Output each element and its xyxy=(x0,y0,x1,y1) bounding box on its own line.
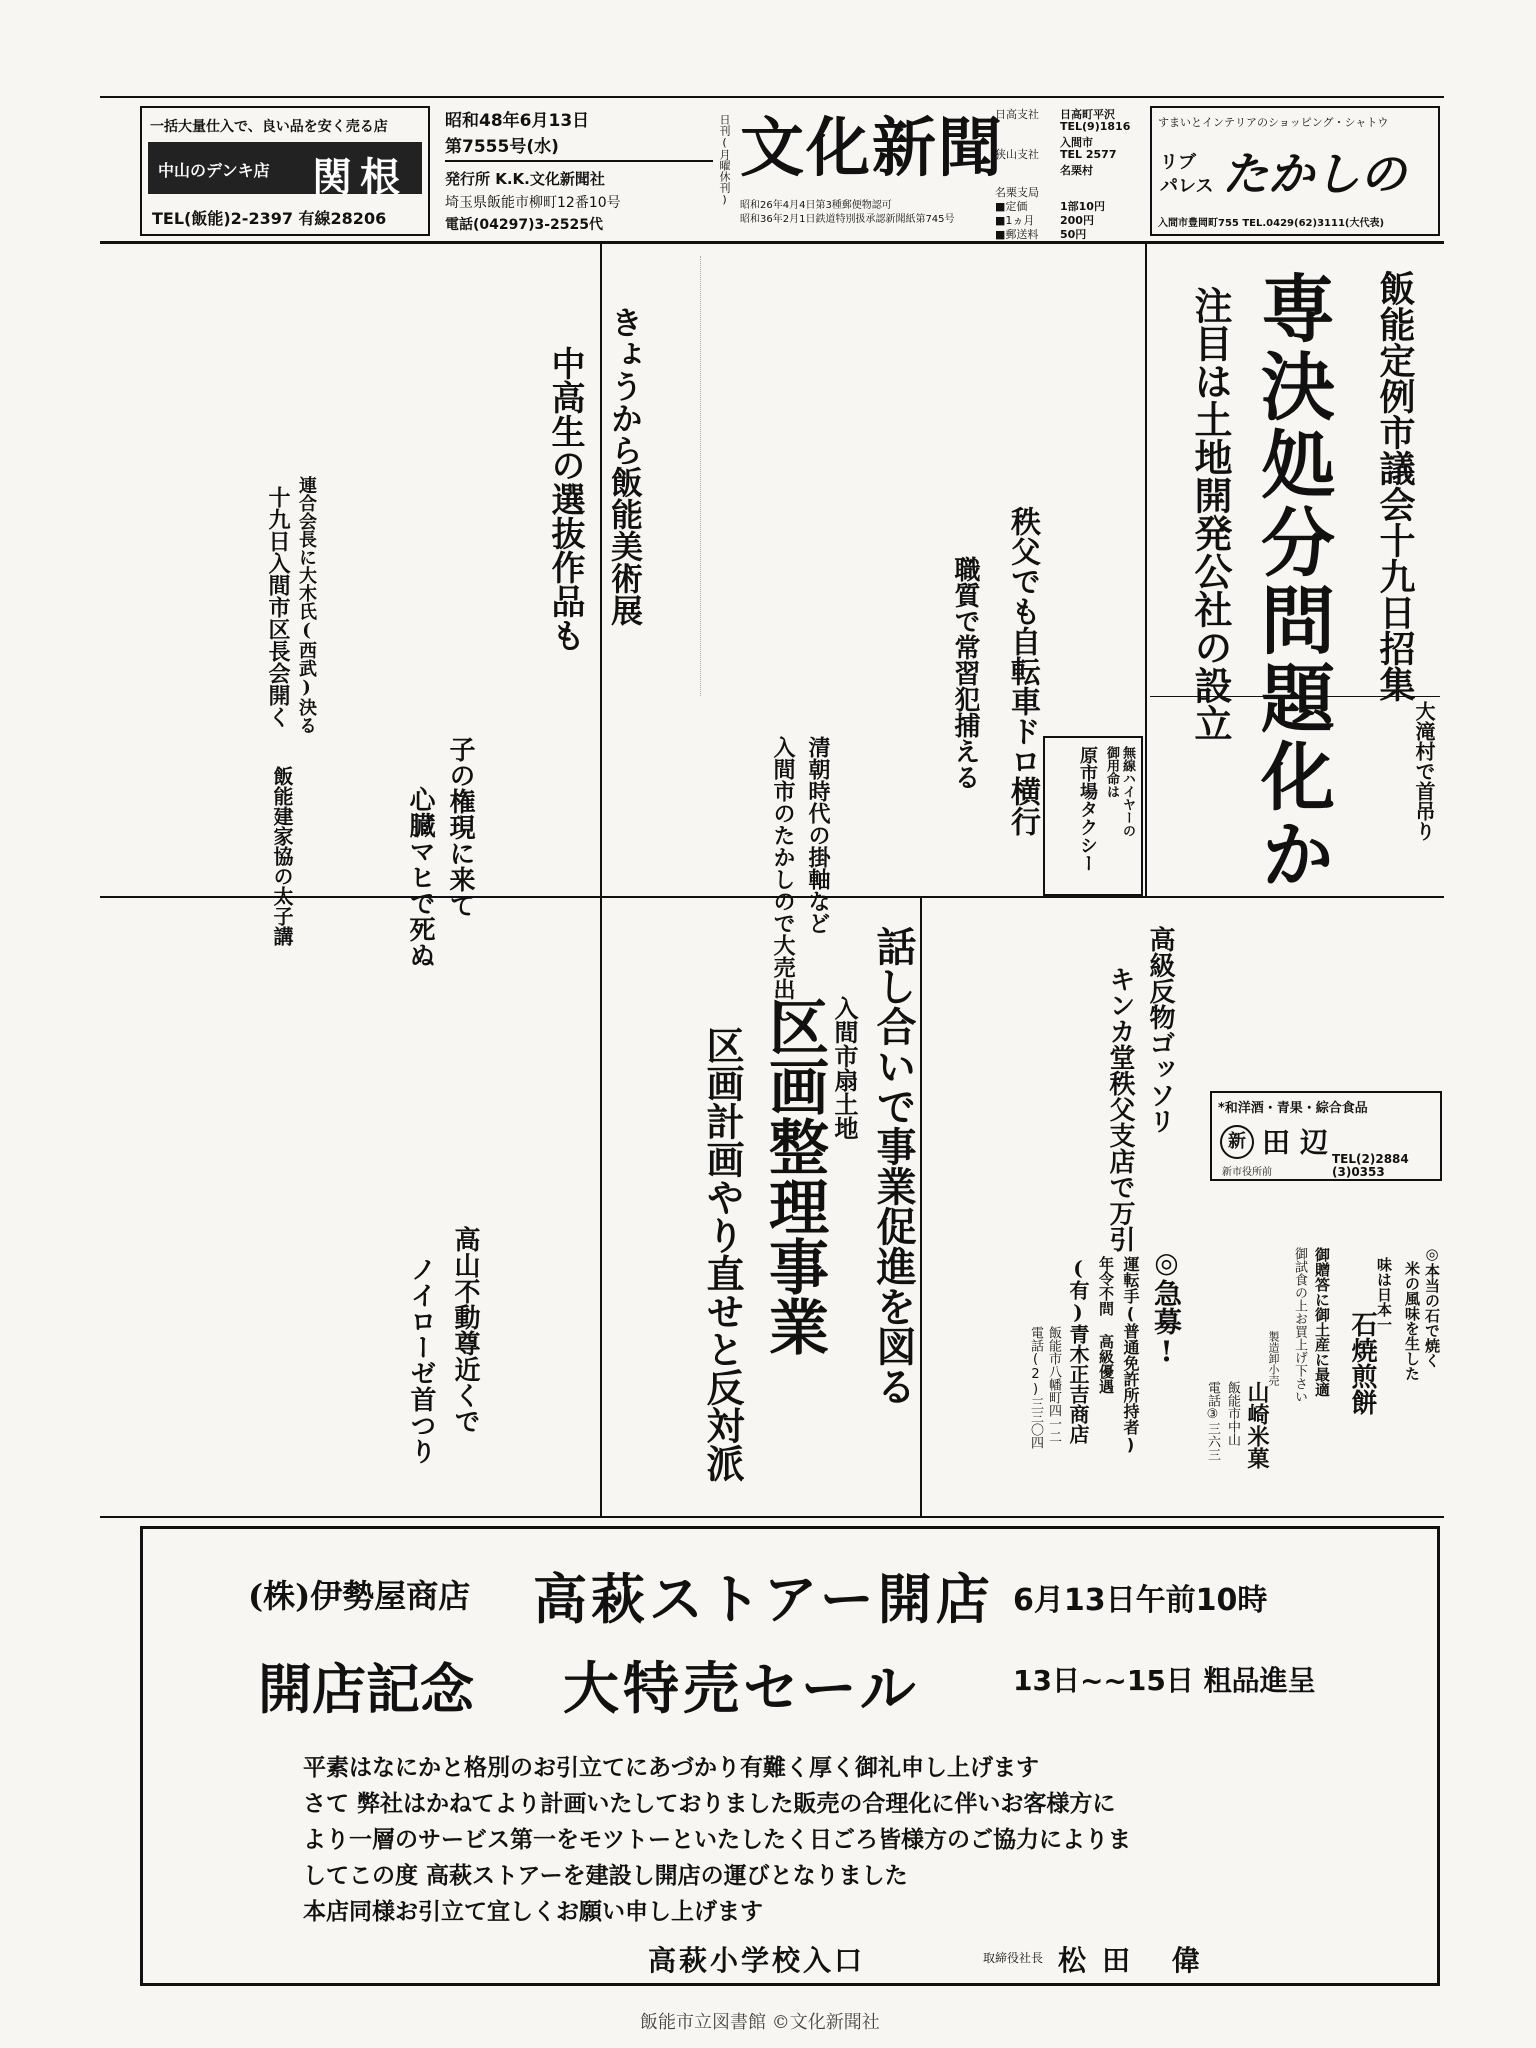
chichibu-subhead: 職質で常習犯捕える xyxy=(950,556,980,790)
kukaku-kicker: 入間市扇土地 xyxy=(830,996,859,1140)
ad-kyubo-role: 運転手(普通免許所持者) xyxy=(1121,1256,1140,1454)
tel-block xyxy=(1060,106,1145,241)
tel-line-3: TEL 2577 xyxy=(1060,148,1117,161)
ad-taxi-line2: 御用命は xyxy=(1104,746,1119,798)
issue-address: 埼玉県飯能市柳町12番10号 xyxy=(445,195,621,211)
footer-credit: 飯能市立図書館 ©文化新聞社 xyxy=(640,2012,880,2033)
rule-mid-col1 xyxy=(920,896,922,1516)
art-subhead: 中高生の選抜作品も xyxy=(545,346,585,652)
ad-location: 高萩小学校入口 xyxy=(648,1944,866,1977)
ad-sekine-tel: TEL(飯能)2-2397 有線28206 xyxy=(152,209,387,228)
ad-body-line-1: さて 弊社はかねてより計画いたしておりました販売の合理化に伴いお客様方に xyxy=(303,1791,1116,1817)
art-body xyxy=(340,256,540,726)
chichibu-headline: 秩父でも自転車ドロ横行 xyxy=(1005,506,1040,836)
rule-lower xyxy=(100,1516,1444,1518)
main-body xyxy=(700,256,1141,696)
price-label-3: ■郵送料 xyxy=(995,228,1039,241)
takayama-headline: 高山不動尊近くで xyxy=(450,1226,480,1434)
kenchiku-headline: 飯能建家協の太子講 xyxy=(270,766,294,946)
kukaku-subhead1: 話し合いで事業促進を図る xyxy=(870,926,917,1406)
ad-senbei-catch1: 味は日本一 xyxy=(1375,1257,1393,1332)
main-kicker: 飯能定例市議会十九日招集 xyxy=(1374,270,1416,702)
ad-kyubo-address: 飯能市八幡町四一二 xyxy=(1046,1326,1061,1443)
kitchen-headline: 清朝時代の掛軸など xyxy=(805,736,831,934)
ad-sale-dates: 13日~~15日 粗品進呈 xyxy=(1013,1664,1316,1697)
ad-senbei-tel: 電話③三六三 xyxy=(1205,1381,1220,1461)
branch-sayama: 狭山支社 xyxy=(995,148,1039,161)
rule-col-main xyxy=(1145,244,1147,896)
art-headline: きょうから飯能美術展 xyxy=(606,306,644,626)
kukaku-subhead2: 区画計画やり直せと反対派 xyxy=(700,1026,745,1482)
main-body-cont xyxy=(1150,696,1440,893)
tel-line-0: 日高町平沢 xyxy=(1060,108,1115,121)
kukaku-headline: 区画整理事業 xyxy=(759,996,829,1356)
issue-date: 昭和48年6月13日 xyxy=(445,111,590,131)
kinka-subhead: キンカ堂秩父支店で万引 xyxy=(1105,966,1135,1252)
ad-taxi xyxy=(1043,736,1143,896)
ad-senbei-place: 飯能市中山 xyxy=(1225,1381,1240,1446)
ad-senbei-line3: 御試食の上お買上げ下さい xyxy=(1292,1247,1307,1403)
price-value-2: 50円 xyxy=(1060,228,1087,241)
ad-tanabe-name: 田辺 xyxy=(1262,1126,1339,1159)
branch-hidaka: 日高支社 xyxy=(995,108,1039,121)
right-mid-body xyxy=(1190,906,1440,1086)
ad-takashino-label2: パレス xyxy=(1160,176,1214,197)
ad-takashino-name: たかしの xyxy=(1222,147,1406,201)
rule-mid-col2 xyxy=(600,896,602,1516)
ad-sekine-name: 関根 xyxy=(312,154,408,201)
price-label-1: ■定価 xyxy=(995,200,1028,213)
ad-takashino-address: 入間市豊岡町755 TEL.0429(62)3111(大代表) xyxy=(1158,218,1385,229)
ad-sekine-prefix: 中山のデンキ店 xyxy=(158,161,270,180)
ad-senbei-catch2: 御贈答に御土産に最適 xyxy=(1313,1247,1331,1397)
paper-name: 文化新聞 xyxy=(740,111,1004,186)
ad-senbei-line1: ◎本当の石で焼く xyxy=(1423,1245,1441,1368)
ad-body-line-4: 本店同様お引立て宜しくお願い申し上げます xyxy=(303,1899,763,1925)
ad-sekine xyxy=(140,106,430,236)
price-value-1: 200円 xyxy=(1060,214,1094,227)
tel-line-1: TEL(9)1816 xyxy=(1060,120,1131,133)
ad-sekine-tagline: 一括大量仕入で、良い品を安く売る店 xyxy=(150,119,388,135)
issue-rule xyxy=(445,160,713,162)
ad-sign-name: 松田 偉 xyxy=(1058,1944,1216,1977)
taki-headline: 大滝村で首吊り xyxy=(1412,701,1436,841)
ad-taxi-line1: 無線ハイヤーの xyxy=(1120,746,1135,837)
daily-label: 日刊(月曜休刊) xyxy=(718,114,731,206)
ad-tanabe-mark: 新 xyxy=(1220,1125,1254,1159)
ad-kyubo-title: ◎急募! xyxy=(1150,1246,1183,1368)
price-value-0: 1部10円 xyxy=(1060,200,1105,213)
ad-company: (株)伊勢屋商店 xyxy=(248,1577,471,1615)
ad-body-line-0: 平素はなにかと格別のお引立てにあづかり有難く厚く御礼申し上げます xyxy=(303,1755,1039,1781)
ad-takahagi-store xyxy=(140,1526,1440,1986)
ad-sale-big: 大特売セール xyxy=(563,1656,920,1722)
issue-number: 第7555号(水) xyxy=(445,137,559,157)
tel-line-2: 入間市 xyxy=(1060,136,1093,149)
ad-senbei xyxy=(1195,1241,1443,1511)
issue-phone: 電話(04297)3-2525代 xyxy=(445,217,604,233)
ad-kyubo-tel: 電話(2)三三〇四 xyxy=(1028,1326,1043,1449)
ad-senbei-name: 石焼煎餅 xyxy=(1347,1311,1377,1415)
ad-takashino-label1: リブ xyxy=(1160,152,1196,173)
ad-tanabe-place: 新市役所前 xyxy=(1222,1167,1272,1178)
left-body xyxy=(100,256,260,876)
price-label-0: 名栗支局 xyxy=(995,186,1039,199)
ad-senbei-shop: 山崎米菓 xyxy=(1244,1381,1270,1469)
issue-publisher: 発行所 K.K.文化新聞社 xyxy=(445,170,605,188)
postal-note-1: 昭和26年4月4日第3種郵便物認可 xyxy=(740,200,892,211)
main-subhead: 注目は土地開発公社の設立 xyxy=(1188,286,1233,742)
ad-body-line-2: より一層のサービス第一をモツトーといたしたく日ごろ皆様方のご協力によりま xyxy=(303,1827,1131,1853)
ad-taxi-name: 原市場タクシー xyxy=(1077,746,1098,872)
kinka-headline: 高級反物ゴッソリ xyxy=(1145,926,1175,1134)
kukaku-body xyxy=(605,906,695,1506)
ad-tanabe-tel: TEL(2)2884 (3)0353 xyxy=(1332,1152,1409,1179)
ad-open-time: 6月13日午前10時 xyxy=(1013,1583,1268,1618)
rengokai-subhead: 十九日入間市区長会開く xyxy=(265,486,291,728)
left-mid-body xyxy=(100,906,390,1506)
issue-info xyxy=(445,106,715,236)
ad-senbei-maker: 製造卸小売 xyxy=(1267,1331,1280,1386)
ad-takashino-tagline: すまいとインテリアのショッピング・シャトウ xyxy=(1158,116,1389,129)
ad-sign-role: 取締役社長 xyxy=(983,1951,1044,1965)
kitchen-body xyxy=(605,716,765,892)
ad-title: 高萩ストアー開店 xyxy=(533,1567,994,1631)
rengokai-headline: 連合会長に大木氏(西武)決る xyxy=(296,476,317,734)
ad-kyubo-cond: 年令不問 高級優遇 xyxy=(1097,1256,1115,1394)
child-headline: 子の権現に来て xyxy=(445,736,475,918)
ad-senbei-line2: 米の風味を生した xyxy=(1403,1261,1421,1381)
ad-kyubo-company: (有)青木正吉商店 xyxy=(1066,1256,1090,1444)
ad-tanabe-tagline: *和洋酒・青果・綜合食品 xyxy=(1218,1101,1368,1116)
takayama-subhead: ノイローゼ首つり xyxy=(406,1256,436,1464)
kitchen-subhead: 入間市のたかしので大売出し xyxy=(770,736,796,1022)
ad-body-line-3: してこの度 高萩ストアーを建設し開店の運びとなりました xyxy=(303,1863,908,1889)
ad-takashino xyxy=(1150,106,1440,236)
postal-note-2: 昭和36年2月1日鉄道特別扱承認新聞紙第745号 xyxy=(740,214,955,225)
child-subhead: 心臓マヒで死ぬ xyxy=(405,786,435,968)
price-label-2: ■1ヵ月 xyxy=(995,214,1035,227)
main-headline: 専決処分問題化か xyxy=(1249,270,1335,894)
ad-tanabe xyxy=(1210,1091,1442,1181)
ad-kyubo xyxy=(1020,1246,1185,1511)
tel-line-4: 名栗村 xyxy=(1060,164,1093,177)
kinka-body xyxy=(930,906,1100,1236)
ad-sale-left: 開店記念 xyxy=(258,1657,474,1721)
newspaper-page xyxy=(100,96,1444,2033)
rule-col-mid xyxy=(600,244,602,896)
